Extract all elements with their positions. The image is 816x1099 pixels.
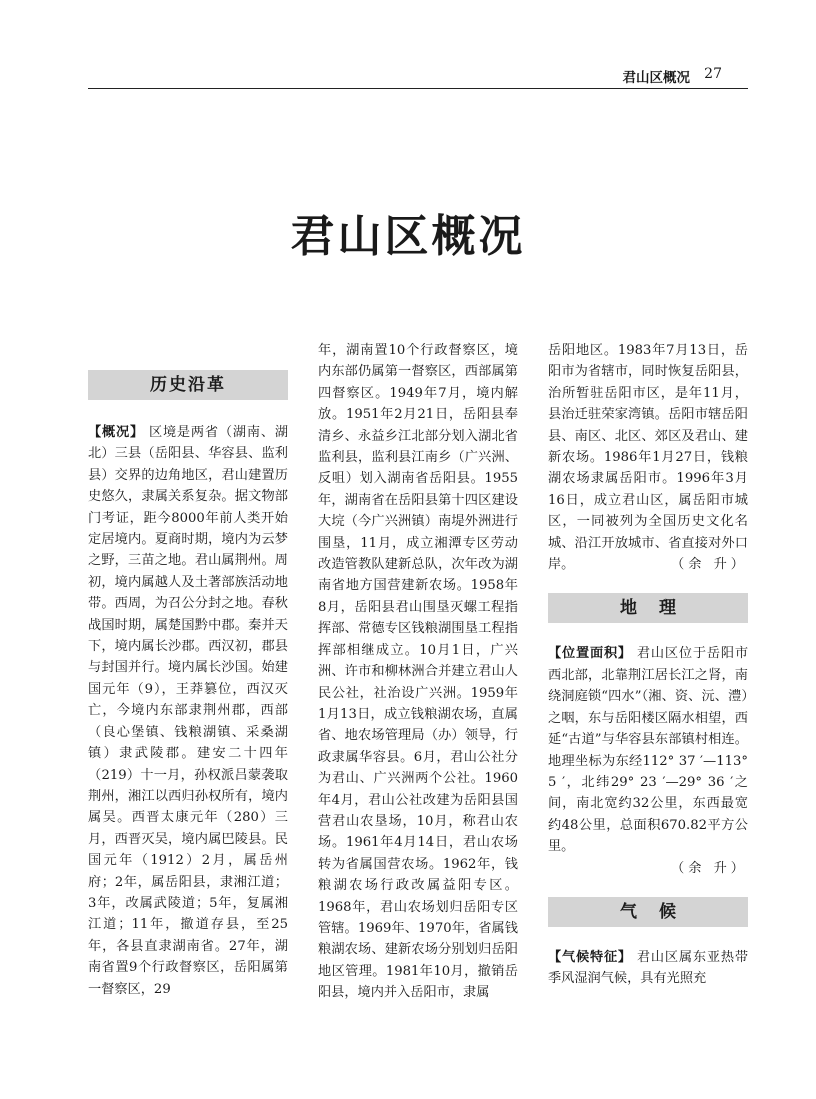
page-number: 27	[704, 66, 722, 82]
section-heading-climate: 气候	[548, 897, 748, 927]
climate-lead-label: 【气候特征】	[548, 949, 632, 965]
climate-paragraph	[548, 947, 748, 990]
text-column-2	[318, 340, 518, 1004]
running-header	[88, 66, 748, 89]
history-author: （余 升）	[671, 557, 748, 573]
climate-text: 君山区属东亚热带季风湿润气候，具有光照充	[548, 949, 749, 987]
geography-author: （余 升）	[671, 860, 748, 876]
chapter-title: 君山区概况	[290, 211, 526, 262]
running-header-title: 君山区概况	[622, 70, 690, 86]
text-column-3	[548, 340, 748, 990]
text-column-1	[88, 340, 288, 1000]
history-paragraph-part2: 年，湖南置10个行政督察区，境内东部仍属第一督察区，西部属第四督察区。1949年7月，境内解放。1951年2月21日，岳阳县奉清乡、永益乡江北部分划入湖北省监利县，监利县江南乡（广兴洲、反咀）划入湖南省岳阳县。1955年，湖南省在岳阳县第十四区建设大垸（今广兴洲镇）南堤外洲进行围垦，11月，成立湘潭专区劳动改造管教队建新总队，次年改为湖南省地方国营建新农场。1958年8月，岳阳县君山围垦灭螺工程指挥部、常德专区钱粮湖围垦工程指挥部相继成立。10月1日，广兴洲、许市和柳林洲合并建立君山人民公社，社治设广兴洲。1959年1月13日，成立钱粮湖农场，直属省、地农场管理局（办）领导，行政隶属华容县。6月，君山公社分为君山、广兴洲两个公社。1960年4月，君山公社改建为岳阳县国营君山农垦场，10月，称君山农场。1961年4月14日，君山农场转为省属国营农场。1962年，钱粮湖农场行政改属益阳专区。1968年，君山农场划归岳阳专区管辖。1969年、1970年，省属钱粮湖农场、建新农场分别划归岳阳地区管理。1981年10月，撤销岳阳县，境内并入岳阳市，隶属	[318, 343, 518, 1001]
history-text-col3: 岳阳地区。1983年7月13日，岳阳市为省辖市，同时恢复岳阳县，治所暂驻岳阳市区，是年11月，县治迁驻荣家湾镇。岳阳市辖岳阳县、南区、北区、郊区及君山、建新农场。1986年1月27日，钱粮湖农场隶属岳阳市。1996年3月16日，成立君山区，属岳阳市城区，一同被列为全国历史文化名城、沿江开放城市、省直接对外口岸。	[548, 343, 748, 573]
section-heading-history: 历史沿革	[88, 370, 288, 400]
history-paragraph-part3	[548, 340, 748, 575]
geography-lead-label: 【位置面积】	[548, 646, 632, 662]
history-lead-label: 【概况】	[88, 425, 144, 440]
history-text-col1: 区境是两省（湖南、湖北）三县（岳阳县、华容县、监利县）交界的边角地区，君山建置历史悠久，隶属关系复杂。据文物部门考证，距今8000年前人类开始定居境内。夏商时期，境内为云梦之野，三苗之地。君山属荆州。周初，境内属越人及土著部族活动地带。西周，为召公分封之地。春秋战国时期，属楚国黔中郡。秦并天下，境内属长沙郡。西汉初，郡县与封国并行。境内属长沙国。始建国元年（9），王莽篡位，西汉灭亡，今境内东部隶荆州郡，西部（良心堡镇、钱粮湖镇、采桑湖镇）隶武陵郡。建安二十四年（219）十一月，孙权派吕蒙袭取荆州，湘江以西归孙权所有，境内属吴。西晋太康元年（280）三月，西晋灭吴，境内属巴陵县。民国元年（1912）2月，属岳州府；2年，属岳阳县，隶湘江道；3年，改属武陵道；5年，复属湘江道；11年，撤道存县，至25年，各县直隶湖南省。27年，湖南省置9个行政督察区，岳阳属第一督察区，29	[88, 425, 289, 997]
section-heading-geography: 地理	[548, 593, 748, 623]
geography-text: 君山区位于岳阳市西北部，北靠荆江居长江之肾，南绕洞庭锁“四水”（湘、资、沅、澧）之咽，东与岳阳楼区隔水相望，西延“古道”与华容县东部镇村相连。地理坐标为东经112° 37 ′—113° 5 ′，北纬29° 23 ′—29° 36 ′之间，南北宽约32公里，东西最宽约48公里，总面积670.82平方公里。	[548, 646, 749, 855]
geography-paragraph	[548, 643, 748, 857]
history-paragraph-part1	[88, 422, 288, 1000]
